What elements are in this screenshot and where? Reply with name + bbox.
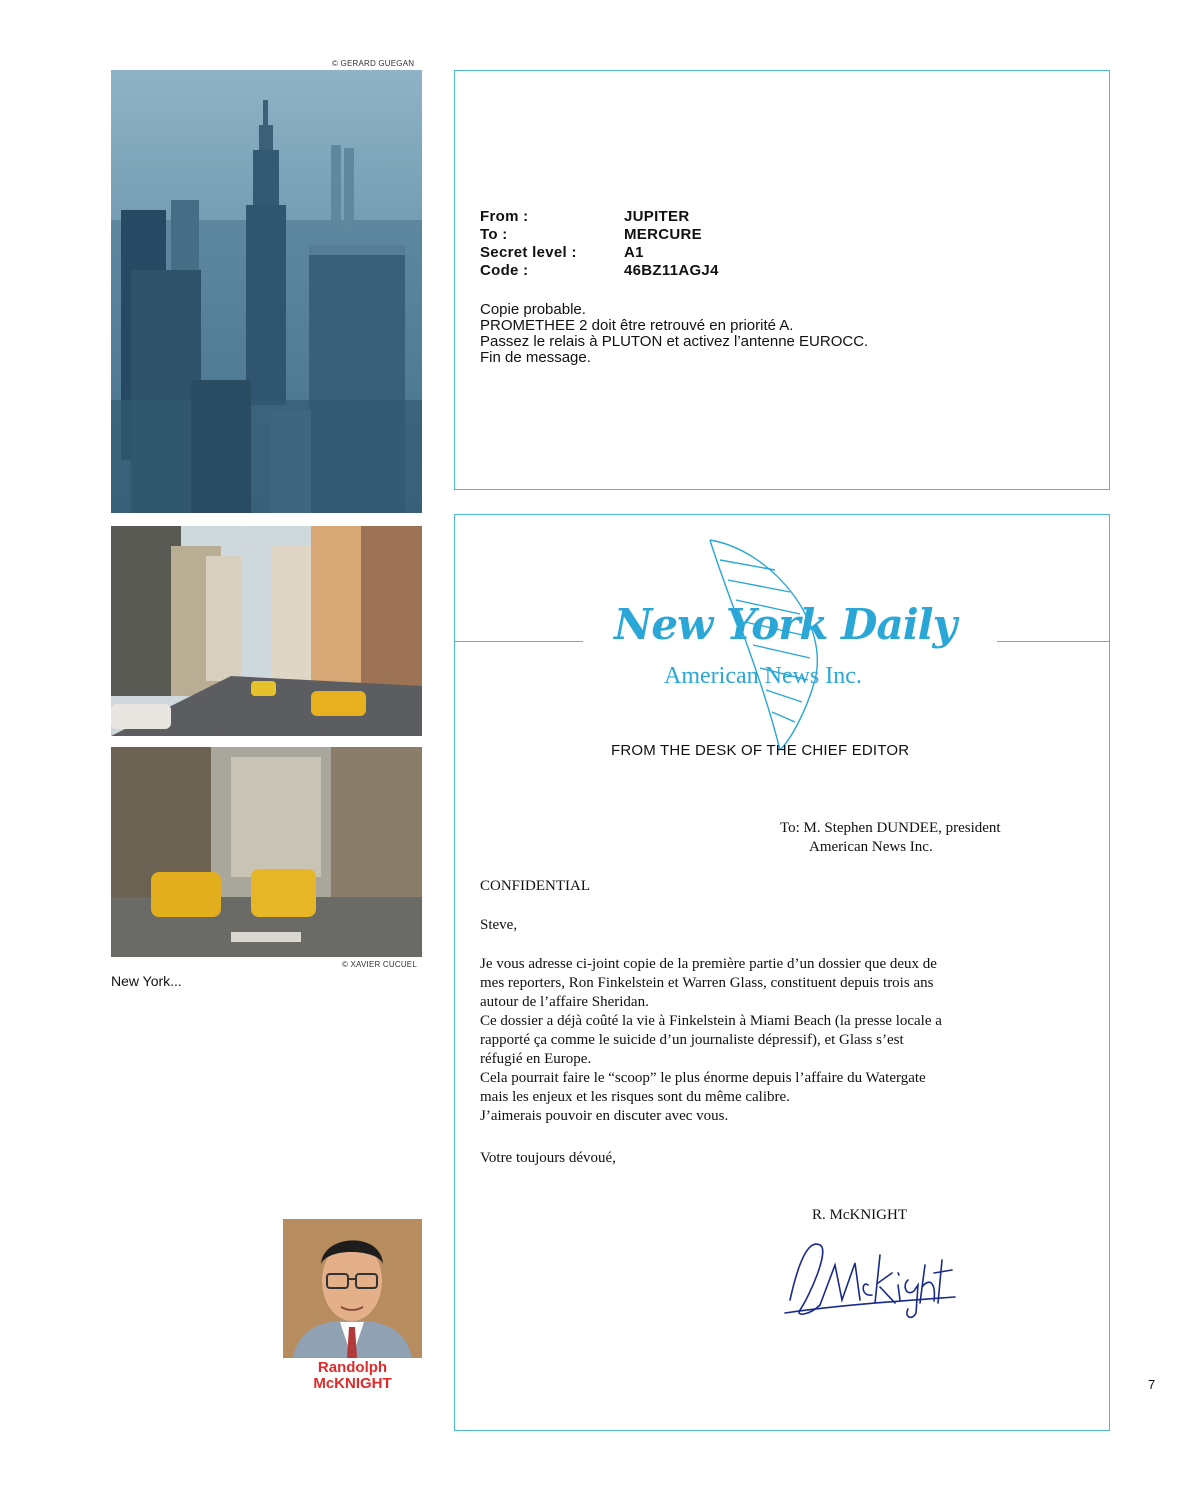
- field-value: MERCURE: [624, 226, 702, 243]
- message-field-from: [480, 208, 719, 226]
- letter-salutation: Steve,: [480, 917, 518, 933]
- message-line: Passez le relais à PLUTON et activez l’antenne EUROCC.: [480, 333, 869, 350]
- letterhead-title: New York Daily: [613, 600, 957, 649]
- message-field-to: [480, 226, 719, 244]
- field-value: JUPITER: [624, 208, 690, 225]
- letter-paragraph: [480, 955, 942, 1126]
- paragraph-line: Cela pourrait faire le “scoop” le plus énorme depuis l’affaire du Watergate: [480, 1070, 926, 1086]
- portrait-randolph-mcknight: [283, 1219, 422, 1358]
- paragraph-line: mes reporters, Ron Finkelstein et Warren Glass, constituent depuis trois ans: [480, 975, 934, 991]
- paragraph-line: Je vous adresse ci-joint copie de la première partie d’un dossier que deux de: [480, 956, 937, 972]
- paragraph-line: réfugié en Europe.: [480, 1051, 592, 1067]
- message-line: Fin de message.: [480, 349, 591, 366]
- paragraph-line: mais les enjeux et les risques sont du même calibre.: [480, 1089, 790, 1105]
- portrait-name-label: [283, 1360, 422, 1392]
- message-line: Copie probable.: [480, 301, 586, 318]
- secret-message-frame: [454, 70, 1110, 490]
- field-value: A1: [624, 244, 644, 261]
- field-label: To :: [480, 226, 508, 243]
- recipient-line: American News Inc.: [809, 839, 933, 855]
- photo-caption: New York...: [111, 973, 182, 989]
- message-field-code: [480, 262, 719, 280]
- letter-signer: R. McKNIGHT: [812, 1207, 907, 1223]
- letterhead-rule-right: [997, 641, 1109, 642]
- photo-credit-bottom: © XAVIER CUCUEL: [342, 960, 417, 969]
- field-label: Code :: [480, 262, 529, 279]
- letterhead-rule-left: [455, 641, 583, 642]
- signature-image: [780, 1225, 960, 1325]
- letter-closing: Votre toujours dévoué,: [480, 1150, 616, 1166]
- paragraph-line: Ce dossier a déjà coûté la vie à Finkelstein à Miami Beach (la presse locale a: [480, 1013, 942, 1029]
- letterhead-desk: FROM THE DESK OF THE CHIEF EDITOR: [611, 742, 910, 759]
- message-line: PROMETHEE 2 doit être retrouvé en priorité A.: [480, 317, 794, 334]
- paragraph-line: autour de l’affaire Sheridan.: [480, 994, 649, 1010]
- photo-credit-top: © GERARD GUEGAN: [332, 59, 415, 68]
- paragraph-line: J’aimerais pouvoir en discuter avec vous.: [480, 1108, 729, 1124]
- field-label: From :: [480, 208, 529, 225]
- letterhead-subtitle: American News Inc.: [664, 663, 862, 689]
- field-value: 46BZ11AGJ4: [624, 262, 719, 279]
- letter-recipient: [780, 819, 1001, 857]
- recipient-line: To: M. Stephen DUNDEE, president: [780, 820, 1001, 836]
- portrait-first-name: Randolph: [317, 1359, 388, 1376]
- letter-confidential: CONFIDENTIAL: [480, 878, 590, 894]
- photo-new-york-taxis: [111, 747, 422, 957]
- page-number: 7: [1148, 1377, 1156, 1392]
- paragraph-line: rapporté ça comme le suicide d’un journaliste dépressif), et Glass s’est: [480, 1032, 904, 1048]
- message-body: [480, 302, 868, 366]
- photo-new-york-avenue: [111, 526, 422, 736]
- field-label: Secret level :: [480, 244, 577, 261]
- portrait-last-name: McKNIGHT: [313, 1375, 392, 1392]
- message-header: [480, 208, 719, 280]
- message-field-secret-level: [480, 244, 719, 262]
- photo-new-york-skyline: [111, 70, 422, 513]
